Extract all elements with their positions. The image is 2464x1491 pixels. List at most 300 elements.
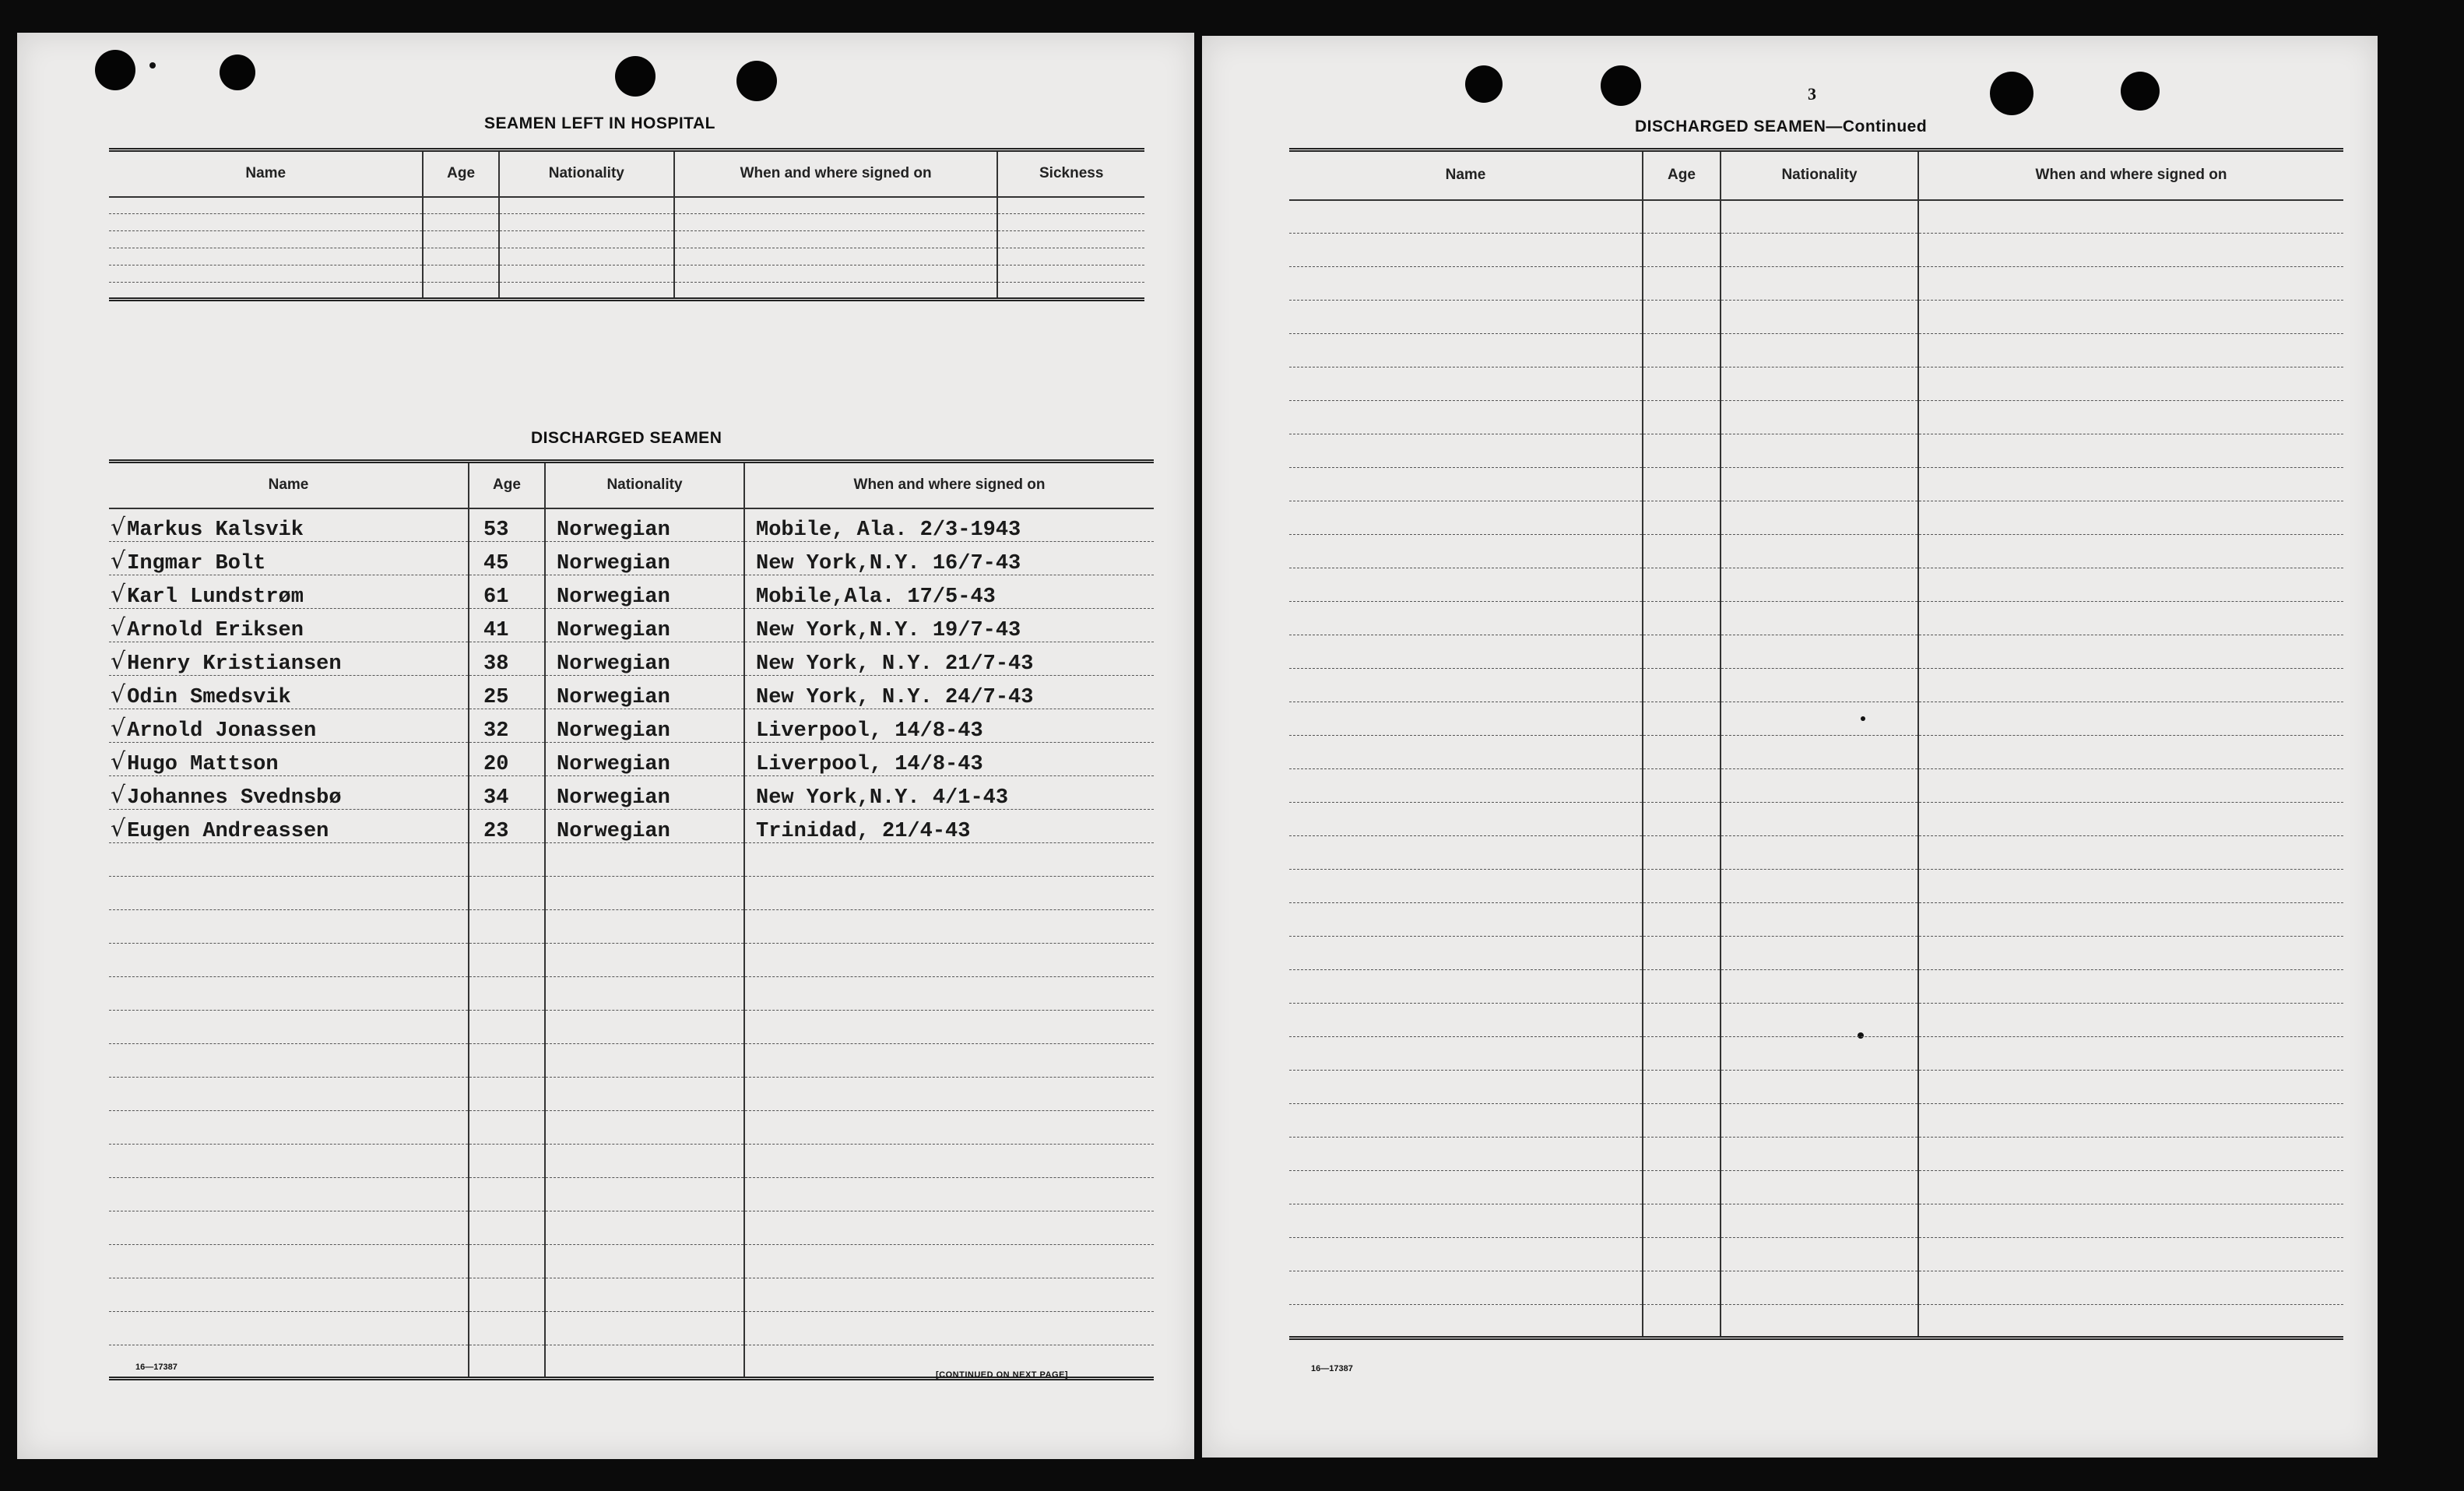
discharged-seamen-table <box>109 459 1154 1380</box>
name-cell <box>109 776 469 810</box>
check-mark: √ <box>111 681 126 709</box>
punch-hole <box>1465 65 1503 103</box>
table-row <box>1289 1271 2343 1305</box>
signed-on-cell <box>1918 702 2343 736</box>
name-cell <box>109 977 469 1011</box>
nationality-cell <box>1721 970 1918 1004</box>
column-header-name: Name <box>1289 150 1643 200</box>
signed-on-cell <box>744 877 1154 910</box>
nationality-cell <box>545 1211 744 1245</box>
table-row <box>1289 434 2343 468</box>
form-number: 16—17387 <box>1311 1364 1353 1373</box>
table-row <box>109 1245 1154 1278</box>
table-row <box>109 1312 1154 1345</box>
signed-on-cell: New York,N.Y. 4/1-43 <box>744 776 1154 810</box>
signed-on-cell <box>744 977 1154 1011</box>
nationality-cell <box>499 265 674 283</box>
age-cell <box>1643 1071 1721 1104</box>
age-cell <box>1643 1037 1721 1071</box>
name-cell <box>1289 200 1643 234</box>
table-row <box>1289 200 2343 234</box>
nationality-cell <box>1721 367 1918 401</box>
table-row <box>1289 535 2343 568</box>
signed-on-cell <box>1918 501 2343 535</box>
table-row <box>1289 870 2343 903</box>
signed-on-cell <box>1918 669 2343 702</box>
table-row <box>109 810 1154 843</box>
name-cell <box>1289 702 1643 736</box>
nationality-cell <box>1721 635 1918 669</box>
table-row <box>109 197 1144 214</box>
signed-on-cell <box>674 231 998 248</box>
table-row <box>109 977 1154 1011</box>
age-cell <box>1643 669 1721 702</box>
name-cell <box>1289 1138 1643 1171</box>
age-cell <box>1643 1004 1721 1037</box>
signed-on-cell <box>744 1178 1154 1211</box>
signed-on-cell <box>744 1044 1154 1078</box>
nationality-cell <box>1721 1305 1918 1338</box>
table-row <box>1289 1071 2343 1104</box>
name-cell <box>1289 836 1643 870</box>
age-cell: 32 <box>469 709 545 743</box>
nationality-cell <box>545 1044 744 1078</box>
seaman-name: Ingmar Bolt <box>127 552 266 575</box>
table-row <box>1289 1104 2343 1138</box>
signed-on-cell <box>1918 1238 2343 1271</box>
name-cell <box>109 575 469 609</box>
signed-on-cell <box>1918 736 2343 769</box>
name-cell <box>109 709 469 743</box>
nationality-cell <box>499 231 674 248</box>
nationality-cell <box>545 1312 744 1345</box>
name-cell <box>109 1211 469 1245</box>
nationality-cell <box>1721 1238 1918 1271</box>
signed-on-cell <box>1918 1004 2343 1037</box>
signed-on-cell <box>1918 836 2343 870</box>
name-cell <box>109 1245 469 1278</box>
signed-on-cell <box>1918 1037 2343 1071</box>
signed-on-cell <box>744 1078 1154 1111</box>
table-row <box>1289 334 2343 367</box>
nationality-cell: Norwegian <box>545 642 744 676</box>
table-row <box>1289 903 2343 937</box>
table-row <box>109 575 1154 609</box>
age-cell <box>423 283 498 300</box>
name-cell <box>109 1078 469 1111</box>
nationality-cell: Norwegian <box>545 609 744 642</box>
right-page <box>1202 36 2378 1458</box>
age-cell: 45 <box>469 542 545 575</box>
name-cell <box>1289 535 1643 568</box>
age-cell <box>469 910 545 944</box>
name-cell <box>1289 434 1643 468</box>
nationality-cell <box>1721 1271 1918 1305</box>
signed-on-cell <box>674 197 998 214</box>
nationality-cell <box>545 977 744 1011</box>
age-cell <box>1643 301 1721 334</box>
signed-on-cell: Liverpool, 14/8-43 <box>744 743 1154 776</box>
table-row <box>1289 669 2343 702</box>
column-header-nationality: Nationality <box>1721 150 1918 200</box>
nationality-cell <box>1721 870 1918 903</box>
nationality-cell <box>1721 468 1918 501</box>
age-cell <box>1643 970 1721 1004</box>
table-row <box>109 542 1154 575</box>
age-cell <box>469 944 545 977</box>
discharged-continued-table <box>1289 148 2343 1340</box>
signed-on-cell <box>674 248 998 265</box>
table-row <box>1289 468 2343 501</box>
seaman-name: Arnold Jonassen <box>127 719 317 743</box>
name-cell <box>109 1111 469 1145</box>
name-cell <box>1289 334 1643 367</box>
check-mark: √ <box>111 648 126 675</box>
name-cell <box>109 1178 469 1211</box>
age-cell <box>1643 602 1721 635</box>
signed-on-cell <box>744 1312 1154 1345</box>
age-cell <box>469 977 545 1011</box>
table-row <box>109 283 1144 300</box>
name-cell <box>1289 1037 1643 1071</box>
age-cell <box>1643 535 1721 568</box>
nationality-cell <box>1721 769 1918 803</box>
name-cell <box>1289 937 1643 970</box>
age-cell <box>1643 434 1721 468</box>
nationality-cell: Norwegian <box>545 542 744 575</box>
age-cell <box>1643 334 1721 367</box>
signed-on-cell <box>1918 535 2343 568</box>
nationality-cell <box>1721 334 1918 367</box>
nationality-cell <box>1721 1004 1918 1037</box>
age-cell <box>1643 568 1721 602</box>
name-cell <box>1289 602 1643 635</box>
table-row <box>109 944 1154 977</box>
signed-on-cell <box>744 1245 1154 1278</box>
nationality-cell <box>1721 200 1918 234</box>
nationality-cell <box>1721 434 1918 468</box>
discharged-section-title: DISCHARGED SEAMEN <box>531 429 722 447</box>
table-row <box>109 1278 1154 1312</box>
age-cell: 41 <box>469 609 545 642</box>
table-row <box>109 1078 1154 1111</box>
sickness-cell <box>997 265 1144 283</box>
age-cell <box>1643 836 1721 870</box>
table-row <box>109 1044 1154 1078</box>
signed-on-cell <box>744 1011 1154 1044</box>
continued-note: [CONTINUED ON NEXT PAGE] <box>936 1370 1069 1380</box>
table-row <box>109 1211 1154 1245</box>
punch-hole <box>220 55 255 90</box>
name-cell <box>1289 1104 1643 1138</box>
nationality-cell <box>545 910 744 944</box>
table-row <box>109 508 1154 542</box>
name-cell <box>1289 1004 1643 1037</box>
signed-on-cell <box>744 1278 1154 1312</box>
name-cell <box>109 197 423 214</box>
signed-on-cell <box>744 843 1154 877</box>
signed-on-cell <box>1918 1305 2343 1338</box>
age-cell <box>1643 937 1721 970</box>
signed-on-cell <box>1918 803 2343 836</box>
seaman-name: Hugo Mattson <box>127 753 279 776</box>
punch-hole <box>1990 72 2033 115</box>
table-row <box>1289 937 2343 970</box>
nationality-cell: Norwegian <box>545 575 744 609</box>
age-cell <box>469 843 545 877</box>
nationality-cell <box>1721 1037 1918 1071</box>
column-header-nationality: Nationality <box>499 150 674 197</box>
name-cell <box>1289 267 1643 301</box>
table-row <box>109 910 1154 944</box>
age-cell <box>423 214 498 231</box>
signed-on-cell: New York,N.Y. 19/7-43 <box>744 609 1154 642</box>
nationality-cell <box>545 843 744 877</box>
signed-on-cell <box>1918 769 2343 803</box>
name-cell <box>1289 970 1643 1004</box>
table-row <box>109 776 1154 810</box>
name-cell <box>109 248 423 265</box>
nationality-cell <box>1721 535 1918 568</box>
name-cell <box>1289 1238 1643 1271</box>
sickness-cell <box>997 231 1144 248</box>
table-row <box>109 743 1154 776</box>
signed-on-cell <box>1918 434 2343 468</box>
name-cell <box>109 676 469 709</box>
table-row <box>109 214 1144 231</box>
table-row <box>1289 602 2343 635</box>
signed-on-cell <box>1918 1271 2343 1305</box>
age-cell <box>1643 1171 1721 1204</box>
table-row <box>1289 1138 2343 1171</box>
signed-on-cell: Mobile, Ala. 2/3-1943 <box>744 508 1154 542</box>
age-cell <box>469 1178 545 1211</box>
age-cell <box>1643 501 1721 535</box>
column-header-age: Age <box>423 150 498 197</box>
name-cell <box>109 843 469 877</box>
signed-on-cell <box>1918 1104 2343 1138</box>
name-cell <box>1289 635 1643 669</box>
name-cell <box>1289 1071 1643 1104</box>
table-row <box>1289 367 2343 401</box>
age-cell <box>1643 635 1721 669</box>
name-cell <box>109 743 469 776</box>
signed-on-cell <box>674 283 998 300</box>
nationality-cell: Norwegian <box>545 776 744 810</box>
name-cell <box>109 1011 469 1044</box>
age-cell: 34 <box>469 776 545 810</box>
age-cell <box>1643 367 1721 401</box>
signed-on-cell <box>1918 635 2343 669</box>
nationality-cell <box>1721 568 1918 602</box>
signed-on-cell: New York, N.Y. 21/7-43 <box>744 642 1154 676</box>
nationality-cell <box>545 1078 744 1111</box>
nationality-cell <box>1721 836 1918 870</box>
name-cell <box>1289 401 1643 434</box>
column-header-name: Name <box>109 150 423 197</box>
hospital-table <box>109 148 1144 301</box>
signed-on-cell <box>1918 1138 2343 1171</box>
column-header-nationality: Nationality <box>545 462 744 508</box>
signed-on-cell <box>744 944 1154 977</box>
nationality-cell <box>1721 736 1918 769</box>
hospital-section-title: SEAMEN LEFT IN HOSPITAL <box>484 114 715 132</box>
age-cell <box>423 265 498 283</box>
name-cell <box>1289 501 1643 535</box>
signed-on-cell <box>1918 903 2343 937</box>
name-cell <box>1289 769 1643 803</box>
signed-on-cell <box>674 265 998 283</box>
nationality-cell <box>1721 803 1918 836</box>
table-row <box>1289 301 2343 334</box>
signed-on-cell: Liverpool, 14/8-43 <box>744 709 1154 743</box>
name-cell <box>109 283 423 300</box>
nationality-cell <box>1721 1104 1918 1138</box>
page-number: 3 <box>1808 84 1816 104</box>
signed-on-cell <box>1918 367 2343 401</box>
seaman-name: Johannes Svednsbø <box>127 786 342 810</box>
table-row <box>109 248 1144 265</box>
nationality-cell <box>545 1278 744 1312</box>
age-cell <box>469 1145 545 1178</box>
signed-on-cell <box>1918 937 2343 970</box>
nationality-cell <box>1721 1171 1918 1204</box>
signed-on-cell <box>1918 1071 2343 1104</box>
name-cell <box>109 609 469 642</box>
age-cell <box>1643 1138 1721 1171</box>
check-mark: √ <box>111 815 126 842</box>
table-row <box>109 642 1154 676</box>
table-row <box>109 609 1154 642</box>
ink-speck <box>149 62 156 69</box>
nationality-cell <box>1721 1071 1918 1104</box>
nationality-cell <box>1721 937 1918 970</box>
age-cell <box>1643 267 1721 301</box>
seaman-name: Odin Smedsvik <box>127 686 291 709</box>
name-cell <box>109 214 423 231</box>
nationality-cell <box>1721 903 1918 937</box>
name-cell <box>109 1312 469 1345</box>
age-cell <box>469 1011 545 1044</box>
signed-on-cell: Trinidad, 21/4-43 <box>744 810 1154 843</box>
age-cell <box>469 1345 545 1379</box>
nationality-cell <box>1721 702 1918 736</box>
column-header-signed-on: When and where signed on <box>674 150 998 197</box>
signed-on-cell <box>1918 568 2343 602</box>
name-cell <box>1289 1171 1643 1204</box>
signed-on-cell: New York,N.Y. 16/7-43 <box>744 542 1154 575</box>
check-mark: √ <box>111 514 126 541</box>
age-cell <box>1643 1104 1721 1138</box>
age-cell <box>1643 736 1721 769</box>
nationality-cell <box>499 248 674 265</box>
table-row <box>1289 1305 2343 1338</box>
name-cell <box>109 542 469 575</box>
name-cell <box>1289 903 1643 937</box>
name-cell <box>1289 803 1643 836</box>
punch-hole <box>736 61 777 101</box>
table-row <box>1289 234 2343 267</box>
name-cell <box>109 810 469 843</box>
signed-on-cell <box>1918 602 2343 635</box>
table-row <box>109 1145 1154 1178</box>
name-cell <box>1289 736 1643 769</box>
signed-on-cell <box>744 1211 1154 1245</box>
table-row <box>1289 1171 2343 1204</box>
nationality-cell <box>499 283 674 300</box>
form-number: 16—17387 <box>135 1363 178 1372</box>
age-cell <box>469 1312 545 1345</box>
table-row <box>1289 1004 2343 1037</box>
age-cell <box>469 1245 545 1278</box>
table-row <box>109 1111 1154 1145</box>
table-row <box>109 877 1154 910</box>
age-cell <box>1643 870 1721 903</box>
sickness-cell <box>997 283 1144 300</box>
age-cell <box>423 231 498 248</box>
name-cell <box>109 231 423 248</box>
age-cell <box>469 877 545 910</box>
name-cell <box>109 642 469 676</box>
name-cell <box>1289 1305 1643 1338</box>
signed-on-cell <box>674 214 998 231</box>
column-header-age: Age <box>1643 150 1721 200</box>
table-row <box>1289 1238 2343 1271</box>
name-cell <box>1289 301 1643 334</box>
table-row <box>1289 1204 2343 1238</box>
name-cell <box>1289 1271 1643 1305</box>
signed-on-cell: Mobile,Ala. 17/5-43 <box>744 575 1154 609</box>
table-row <box>1289 635 2343 669</box>
check-mark: √ <box>111 782 126 809</box>
age-cell: 20 <box>469 743 545 776</box>
table-row <box>1289 836 2343 870</box>
name-cell <box>109 1278 469 1312</box>
table-row <box>109 709 1154 743</box>
seaman-name: Henry Kristiansen <box>127 652 342 676</box>
nationality-cell <box>1721 1138 1918 1171</box>
table-row <box>1289 1037 2343 1071</box>
left-page <box>17 33 1194 1459</box>
nationality-cell: Norwegian <box>545 508 744 542</box>
signed-on-cell <box>1918 234 2343 267</box>
sickness-cell <box>997 214 1144 231</box>
age-cell <box>469 1111 545 1145</box>
age-cell: 23 <box>469 810 545 843</box>
signed-on-cell <box>1918 267 2343 301</box>
signed-on-cell <box>1918 301 2343 334</box>
name-cell <box>109 910 469 944</box>
column-header-sickness: Sickness <box>997 150 1144 197</box>
age-cell <box>1643 234 1721 267</box>
punch-hole <box>2121 72 2160 111</box>
table-row <box>1289 803 2343 836</box>
name-cell <box>1289 234 1643 267</box>
age-cell: 25 <box>469 676 545 709</box>
check-mark: √ <box>111 547 126 575</box>
seaman-name: Karl Lundstrøm <box>127 585 304 609</box>
table-row <box>109 231 1144 248</box>
signed-on-cell <box>744 1111 1154 1145</box>
table-row <box>1289 736 2343 769</box>
nationality-cell <box>499 197 674 214</box>
age-cell <box>1643 468 1721 501</box>
check-mark: √ <box>111 614 126 642</box>
name-cell <box>109 944 469 977</box>
nationality-cell <box>1721 301 1918 334</box>
punch-hole <box>1601 65 1641 106</box>
age-cell <box>1643 1204 1721 1238</box>
